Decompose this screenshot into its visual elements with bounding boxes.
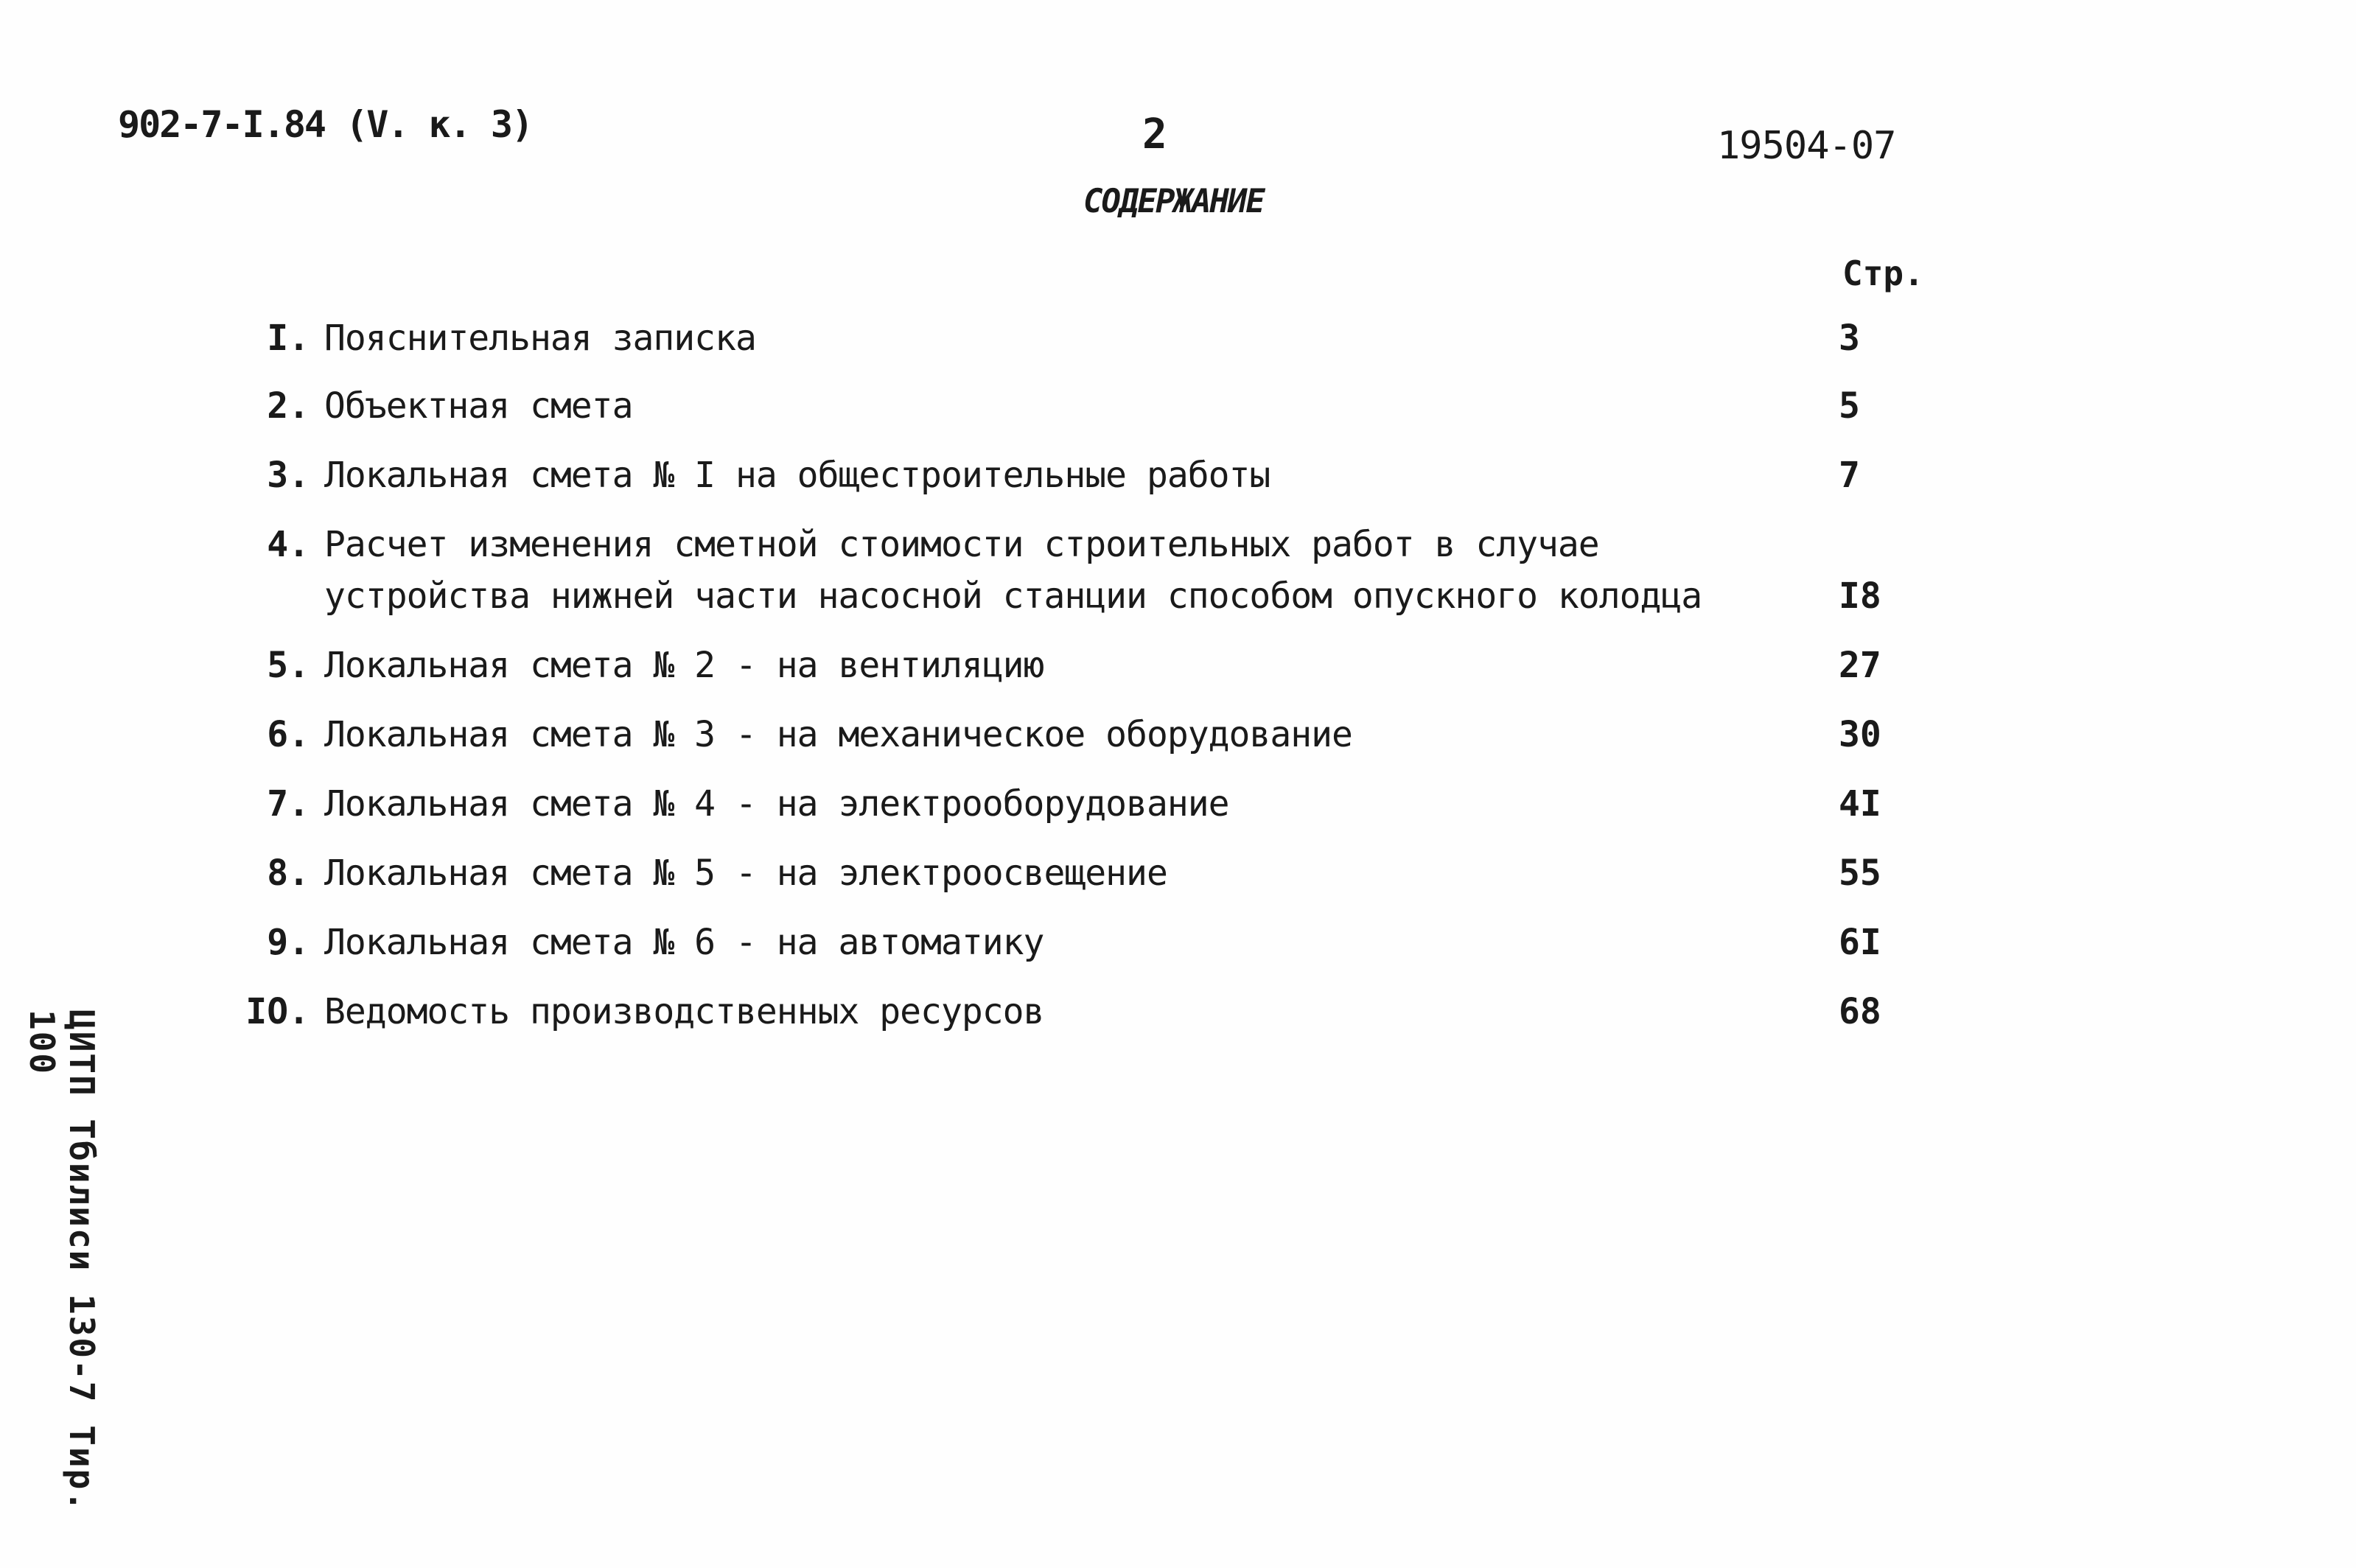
- toc-item-title: Локальная смета № 4 - на электрооборудование: [324, 783, 1229, 825]
- toc-item-number: 6.: [267, 714, 310, 755]
- toc-item-number: 9.: [267, 922, 310, 963]
- toc-item-title: Объектная смета: [324, 385, 633, 427]
- toc-item-title: Локальная смета № 2 - на вентиляцию: [324, 645, 1044, 686]
- toc-item-title: Локальная смета № I на общестроительные работы: [324, 455, 1270, 496]
- toc-item-title: Локальная смета № 5 - на электроосвещение: [324, 853, 1167, 894]
- toc-item-page: I8: [1839, 575, 1881, 617]
- toc-item-number: 8.: [267, 853, 310, 894]
- toc-item-title: Локальная смета № 3 - на механическое оборудование: [324, 714, 1352, 755]
- toc-item-page: 6I: [1839, 922, 1881, 963]
- page-column-header: Стр.: [1842, 253, 1924, 293]
- printer-stamp: ЦИТП Тбилиси 130-7 Тир. 100: [22, 1009, 102, 1513]
- document-code: 902-7-I.84 (V. к. 3): [118, 103, 533, 146]
- toc-item-number: IO.: [245, 991, 310, 1032]
- toc-item-page: 68: [1839, 991, 1881, 1032]
- toc-item-title: Расчет изменения сметной стоимости строительных работ в случае устройства нижней части насосной станции способом опускного колодца: [324, 524, 1702, 617]
- toc-item-number: 4.: [267, 524, 310, 565]
- toc-item-page: 4I: [1839, 783, 1881, 825]
- toc-item-number: 3.: [267, 455, 310, 496]
- toc-item-title: Ведомость производственных ресурсов: [324, 991, 1044, 1032]
- toc-item-page: 55: [1839, 853, 1881, 894]
- toc-item-page: 7: [1839, 455, 1860, 496]
- page-number: 2: [1142, 111, 1167, 158]
- toc-title: СОДЕРЖАНИЕ: [1083, 183, 1264, 220]
- toc-item-number: 7.: [267, 783, 310, 825]
- document-number: 19504-07: [1717, 124, 1896, 168]
- toc-item-number: 2.: [267, 385, 310, 427]
- toc-item-title: Локальная смета № 6 - на автоматику: [324, 922, 1044, 963]
- toc-item-number: 5.: [267, 645, 310, 686]
- toc-item-page: 30: [1839, 714, 1881, 755]
- toc-item-number: I.: [267, 318, 310, 359]
- toc-item-page: 27: [1839, 645, 1881, 686]
- toc-item-page: 5: [1839, 385, 1860, 427]
- toc-item-title: Пояснительная записка: [324, 318, 756, 359]
- toc-item-page: 3: [1839, 318, 1860, 359]
